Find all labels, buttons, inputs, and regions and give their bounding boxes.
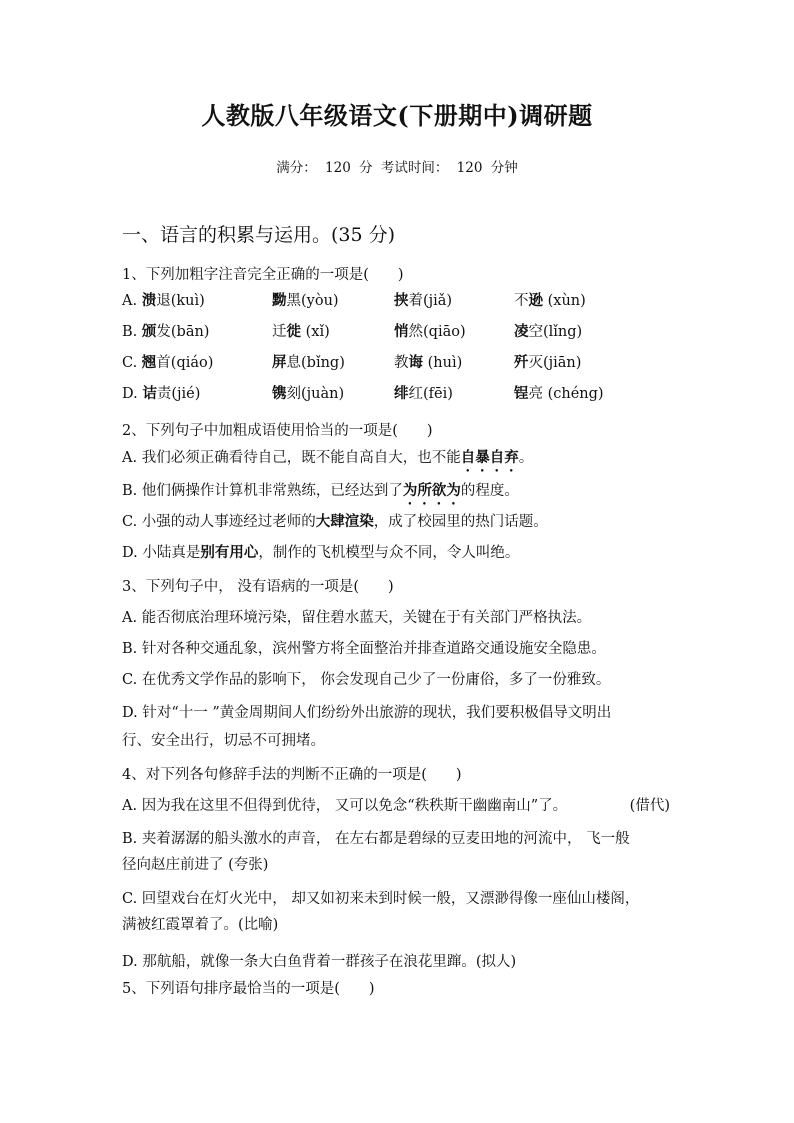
q4-option-a-tag: (借代) — [629, 798, 670, 814]
q4-option-b-line-1: B. 夹着潺潺的船头激水的声音， 在左右都是碧绿的豆麦田地的河流中， 飞一般 — [122, 831, 630, 847]
q3-option-c: C. 在优秀文学作品的影响下， 你会发现自己少了一份庸俗，多了一份雅致。 — [122, 672, 611, 688]
q1-option-a-3: 挟着(jiǎ) — [394, 292, 453, 309]
q4-option-a: A. 因为我在这里不但得到优待， 又可以免念“秩秩斯干幽幽南山”了。 (借代) — [122, 794, 670, 815]
q1-option-d-4: 锃亮 (chéng) — [514, 385, 604, 402]
q1-option-b-3: 悄然(qiāo) — [394, 323, 466, 340]
q1-option-c-1: C. 翘首(qiáo) — [122, 354, 214, 371]
q1-option-d-1: D. 诘责(jié) — [122, 385, 201, 402]
q3-option-b: B. 针对各种交通乱象，滨州警方将全面整治并排查道路交通设施安全隐患。 — [122, 641, 606, 657]
q1-option-b-2: 迁徙 (xǐ) — [272, 323, 330, 340]
q1-option-c-2: 屏息(bǐng) — [272, 354, 345, 371]
q1-option-d-3: 绯红(fēi) — [394, 385, 453, 402]
section-heading: 一、语言的积累与运用。(35 分) — [122, 224, 396, 246]
q4-option-b-line-2: 径向赵庄前进了 (夸张) — [122, 857, 269, 873]
q4-option-d: D. 那航船，就像一条大白鱼背着一群孩子在浪花里蹿。(拟人) — [122, 954, 517, 970]
q4-option-c-line-1: C. 回望戏台在灯火光中， 却又如初来未到时候一般，又漂渺得像一座仙山楼阁， — [122, 891, 640, 907]
q1-option-a-2: 黝黑(yòu) — [272, 292, 339, 309]
q3-option-a: A. 能否彻底治理环境污染，留住碧水蓝天，关键在于有关部门严格执法。 — [122, 610, 592, 626]
q2-option-a: A. 我们必须正确看待自己，既不能自高自大，也不能自暴自弃。 — [122, 449, 534, 466]
q1-option-a-4: 不逊 (xùn) — [514, 292, 586, 309]
question-2-stem: 2、下列句子中加粗成语使用恰当的一项是( ) — [122, 423, 433, 439]
q2-option-c: C. 小强的动人事迹经过老师的大肆渲染，成了校园里的热门话题。 — [122, 513, 548, 530]
q4-option-c-line-2: 满被红霞罩着了。(比喻) — [122, 917, 279, 933]
question-1-stem: 1、下列加粗字注音完全正确的一项是( ) — [122, 267, 404, 283]
q1-option-c-3: 教诲 (huì) — [394, 354, 463, 371]
q2-option-b: B. 他们俩操作计算机非常熟练，已经达到了为所欲为的程度。 — [122, 482, 519, 499]
question-5-stem: 5、下列语句排序最恰当的一项是( ) — [122, 981, 375, 997]
page-title: 人教版八年级语文(下册期中)调研题 — [201, 101, 593, 130]
q1-option-d-2: 镌刻(juàn) — [272, 385, 345, 402]
q1-option-b-1: B. 颁发(bān) — [122, 323, 210, 340]
q1-option-a-1: A. 溃退(kuì) — [122, 292, 205, 309]
exam-info: 满分： 120 分 考试时间： 120 分钟 — [276, 160, 518, 176]
q3-option-d-line-2: 行、安全出行，切忌不可拥堵。 — [122, 733, 325, 749]
q3-option-d-line-1: D. 针对“十一 ”黄金周期间人们纷纷外出旅游的现状，我们要积极倡导文明出 — [122, 705, 612, 721]
q2-option-d: D. 小陆真是别有用心，制作的飞机模型与众不同，令人叫绝。 — [122, 544, 520, 561]
q1-option-c-4: 歼灭(jiān) — [514, 354, 582, 371]
question-4-stem: 4、对下列各句修辞手法的判断不正确的一项是( ) — [122, 767, 462, 783]
q1-option-b-4: 凌空(lǐng) — [514, 323, 583, 340]
question-3-stem: 3、下列句子中， 没有语病的一项是( ) — [122, 579, 394, 595]
